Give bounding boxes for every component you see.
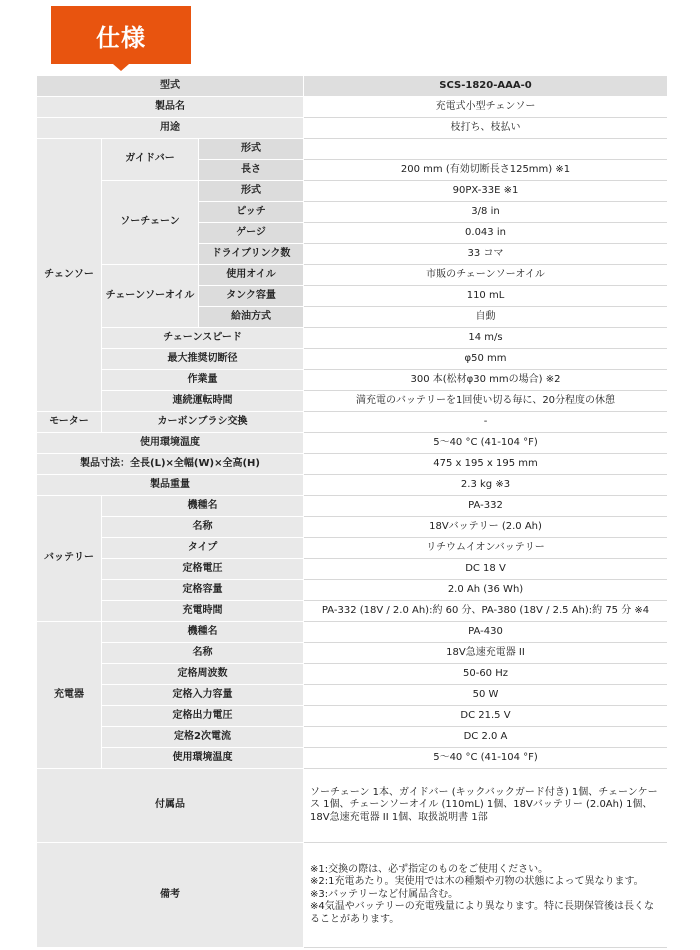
spec-label-chain-speed: チェーンスピード <box>102 328 304 349</box>
spec-value-model-no: SCS-1820-AAA-0 <box>304 76 667 97</box>
spec-label-gauge: ゲージ <box>199 223 304 244</box>
spec-value-tank: 110 mL <box>304 286 667 307</box>
spec-label-saw-chain-type: 形式 <box>199 181 304 202</box>
spec-label-out-voltage: 定格出力電圧 <box>102 706 304 727</box>
spec-value-charger-name: 18V急速充電器 II <box>304 643 667 664</box>
spec-label-max-cut: 最大推奨切断径 <box>102 349 304 370</box>
spec-label-tank: タンク容量 <box>199 286 304 307</box>
spec-value-guide-bar-length: 200 mm (有効切断長さ125mm) ※1 <box>304 160 667 181</box>
spec-value-feed: 自動 <box>304 307 667 328</box>
group-label-chainsaw: チェンソー <box>37 139 102 412</box>
spec-label-secondary-current: 定格2次電流 <box>102 727 304 748</box>
section-title-tab <box>51 6 191 64</box>
spec-value-charger-model: PA-430 <box>304 622 667 643</box>
spec-label-frequency: 定格周波数 <box>102 664 304 685</box>
spec-value-dimensions: 475 x 195 x 195 mm <box>304 454 667 475</box>
spec-value-battery-capacity: 2.0 Ah (36 Wh) <box>304 580 667 601</box>
group-label-battery: バッテリー <box>37 496 102 622</box>
spec-value-drive-links: 33 コマ <box>304 244 667 265</box>
spec-label-oil: 使用オイル <box>199 265 304 286</box>
spec-value-usage: 枝打ち、枝払い <box>304 118 667 139</box>
group-label-motor: モーター <box>37 412 102 433</box>
spec-label-model-no: 型式 <box>37 76 304 97</box>
spec-label-pitch: ピッチ <box>199 202 304 223</box>
spec-value-oil: 市販のチェーンソーオイル <box>304 265 667 286</box>
spec-value-work-amount: 300 本(松材φ30 mmの場合) ※2 <box>304 370 667 391</box>
spec-label-brush: カーボンブラシ交換 <box>102 412 304 433</box>
spec-table <box>37 76 667 948</box>
spec-label-accessories: 付属品 <box>37 769 304 843</box>
spec-label-weight: 製品重量 <box>37 475 304 496</box>
spec-value-env-temp: 5～40 °C (41-104 °F) <box>304 433 667 454</box>
spec-value-weight: 2.3 kg ※3 <box>304 475 667 496</box>
spec-label-usage: 用途 <box>37 118 304 139</box>
spec-value-battery-model: PA-332 <box>304 496 667 517</box>
spec-label-charger-model: 機種名 <box>102 622 304 643</box>
spec-value-notes: ※1:交換の際は、必ず指定のものをご使用ください。 ※2:1充電あたり。実使用では木の種類や刃物の状態によって異なります。 ※3:バッテリーなど付属品含む。 ※4気温やバッテリーの充電残量により異なります。特に長期保管後は長くなることがあります。 <box>304 843 667 948</box>
spec-label-notes: 備考 <box>37 843 304 948</box>
spec-label-battery-name: 名称 <box>102 517 304 538</box>
spec-label-product-name: 製品名 <box>37 97 304 118</box>
spec-value-input: 50 W <box>304 685 667 706</box>
subgroup-label-saw-chain: ソーチェーン <box>102 181 199 265</box>
spec-label-battery-voltage: 定格電圧 <box>102 559 304 580</box>
spec-label-charger-name: 名称 <box>102 643 304 664</box>
subgroup-label-guide-bar: ガイドバー <box>102 139 199 181</box>
spec-label-input: 定格入力容量 <box>102 685 304 706</box>
spec-value-max-cut: φ50 mm <box>304 349 667 370</box>
spec-label-feed: 給油方式 <box>199 307 304 328</box>
spec-value-frequency: 50-60 Hz <box>304 664 667 685</box>
spec-value-saw-chain-type: 90PX-33E ※1 <box>304 181 667 202</box>
spec-label-charger-env-temp: 使用環境温度 <box>102 748 304 769</box>
group-label-charger: 充電器 <box>37 622 102 769</box>
spec-value-battery-type: リチウムイオンバッテリー <box>304 538 667 559</box>
section-title: 仕様 <box>96 23 146 52</box>
spec-value-pitch: 3/8 in <box>304 202 667 223</box>
spec-value-gauge: 0.043 in <box>304 223 667 244</box>
spec-label-dimensions: 製品寸法：全長(L)×全幅(W)×全高(H) <box>37 454 304 475</box>
spec-label-drive-links: ドライブリンク数 <box>199 244 304 265</box>
spec-value-chain-speed: 14 m/s <box>304 328 667 349</box>
spec-value-accessories: ソーチェーン 1本、ガイドバー (キックバックガード付き) 1個、チェーンケース 1個、チェーンソーオイル (110mL) 1個、18Vバッテリー (2.0Ah) 1個、18V急速充電器 II 1個、取扱説明書 1部 <box>304 769 667 843</box>
spec-label-battery-type: タイプ <box>102 538 304 559</box>
spec-value-guide-bar-type <box>304 139 667 160</box>
spec-value-product-name: 充電式小型チェンソー <box>304 97 667 118</box>
spec-label-guide-bar-length: 長さ <box>199 160 304 181</box>
spec-value-charge-time: PA-332 (18V / 2.0 Ah):約 60 分、PA-380 (18V / 2.5 Ah):約 75 分 ※4 <box>304 601 667 622</box>
spec-label-continuous: 連続運転時間 <box>102 391 304 412</box>
spec-value-brush: - <box>304 412 667 433</box>
spec-label-guide-bar-type: 形式 <box>199 139 304 160</box>
spec-label-charge-time: 充電時間 <box>102 601 304 622</box>
spec-label-env-temp: 使用環境温度 <box>37 433 304 454</box>
spec-value-out-voltage: DC 21.5 V <box>304 706 667 727</box>
spec-label-work-amount: 作業量 <box>102 370 304 391</box>
spec-value-secondary-current: DC 2.0 A <box>304 727 667 748</box>
spec-value-continuous: 満充電のバッテリーを1回使い切る毎に、20分程度の休憩 <box>304 391 667 412</box>
spec-value-battery-name: 18Vバッテリー (2.0 Ah) <box>304 517 667 538</box>
subgroup-label-chain-oil: チェーンソーオイル <box>102 265 199 328</box>
spec-value-battery-voltage: DC 18 V <box>304 559 667 580</box>
tab-pointer <box>113 64 129 71</box>
spec-value-charger-env-temp: 5～40 °C (41-104 °F) <box>304 748 667 769</box>
spec-label-battery-model: 機種名 <box>102 496 304 517</box>
spec-label-battery-capacity: 定格容量 <box>102 580 304 601</box>
